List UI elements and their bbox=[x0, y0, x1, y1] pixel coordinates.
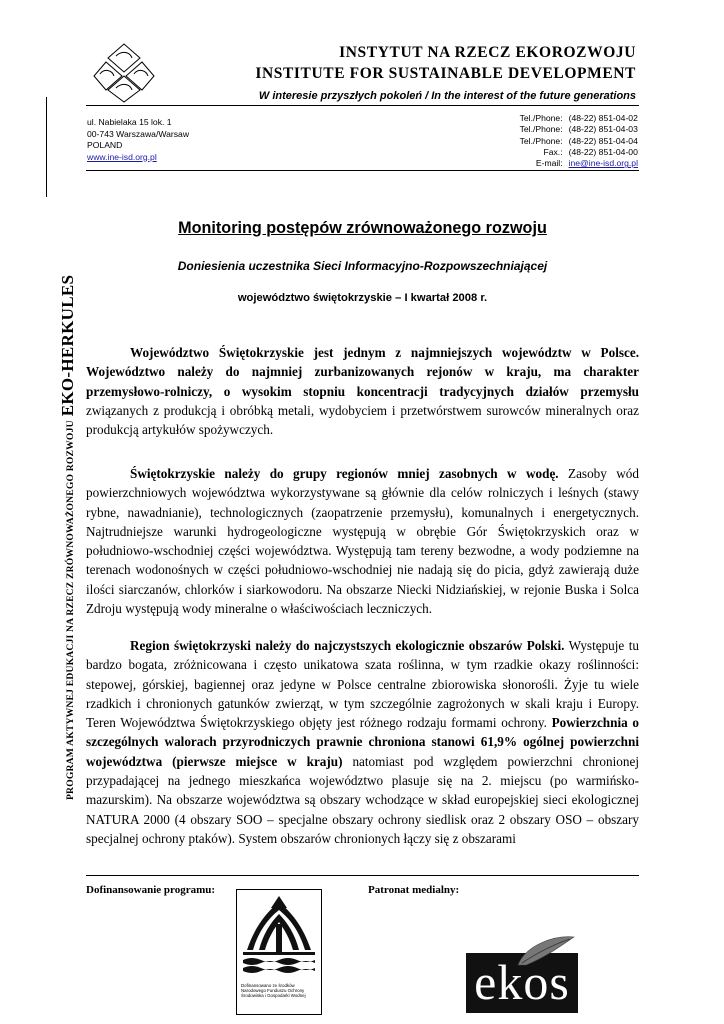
institute-logo bbox=[92, 42, 156, 104]
paragraph-2: Świętokrzyskie należy do grupy regionów mniej zasobnych w wodę. Zasoby wód powierzchniowych województwa wykorzystywane są głównie dla celów rolniczych i leśnych (stawy rybne, nawadnianie), technologicznych (zaopatrzenie przemysłu), komunalnych i energetycznych. Najtrudniejsze warunki hydrogeologiczne występują w obrębie Gór Świętokrzyskich oraz w południowo-wschodniej części województwa. Występują tam tereny bezwodne, a wody podziemne na terenach wodonośnych w części południowo-wschodniej nie nadają się do picia, gdyż zawierają duże ilości siarczanów, chlorków i siarkowodoru. Na obszarze Niecki Nidziańskiej, w rejonie Buska i Solca Zdroju występują wody mineralne o właściwościach leczniczych. bbox=[86, 466, 639, 617]
address-line: ul. Nabielaka 15 lok. 1 bbox=[87, 117, 172, 127]
address-line: 00-743 Warszawa/Warsaw bbox=[87, 128, 190, 139]
fund-logo-icon bbox=[237, 890, 321, 982]
contact-row: Tel./Phone: (48-22) 851-04-04 bbox=[519, 135, 638, 146]
email-link[interactable]: ine@ine-isd.org.pl bbox=[568, 158, 638, 169]
ekos-logo-text: ekos bbox=[474, 954, 570, 1010]
side-divider bbox=[46, 97, 47, 197]
contact-row: Tel./Phone: (48-22) 851-04-02 bbox=[519, 113, 638, 123]
contact-row: Fax.: (48-22) 851-04-00 bbox=[543, 146, 638, 157]
document-period: województwo świętokrzyskie – I kwartał 2008 r. bbox=[237, 292, 488, 304]
program-brand: EKO-HERKULES bbox=[58, 274, 77, 417]
contact-row: Tel./Phone: (48-22) 851-04-03 bbox=[519, 124, 638, 135]
website-link[interactable]: www.ine-isd.org.pl bbox=[87, 151, 157, 162]
paragraph-3: Region świętokrzyski należy do najczystszych ekologicznie obszarów Polski. Występuje tu bardzo bogata, zróżnicowana i często unikatowa szata roślinna, w tym rzadkie okazy roślinności: stepowej, górskiej, bagiennej oraz jedyne w Polsce centralne zbiorowiska słonorośli. Żyje tu wiele rzadkich i chronionych gatunków zwierząt, w tym szczególnie zagrożonych w skali kraju i Europy. Teren Województwa Świętokrzyskiego objęty jest różnego rodzaju formami ochrony. Powierzchnia o szczególnych walorach przyrodniczych prawnie chroniona stanowi 61,9% ogólnej powierzchni województwa (pierwsze miejsce w kraju) natomiast pod względem powierzchni chronionej przypadającej na jednego mieszkańca województwo plasuje się na 2. miejscu (po warmińsko-mazurskim). Na obszarze województwa są obszary wchodzące w skład europejskiej sieci ekologicznej NATURA 2000 (4 obszary SOO – specjalne obszary ochrony siedlisk oraz 2 obszary OSO – obszary specjalnej ochrony ptaków). System obszarów chronionych łączy się z obszarami bbox=[86, 638, 639, 846]
fund-logo-caption: Dofinansowano ze środków Narodowego Funduszu Ochrony Środowiska i Gospodarki Wodnej bbox=[241, 983, 306, 999]
footer-divider bbox=[86, 875, 639, 876]
header-divider bbox=[86, 105, 639, 106]
contact-details bbox=[520, 113, 638, 169]
institute-address bbox=[87, 117, 189, 163]
paragraph-1: Województwo Świętokrzyskie jest jednym z najmniejszych województw w Polsce. Województwo należy do najmniej zurbanizowanych rejonów w kraju, ma charakter przemysłowo-rolniczy, o wysokim stopniu koncentracji tradycyjnych działów przemysłu związanych z produkcją i obróbką metali, wydobyciem i przetwórstwem surowców mineralnych oraz produkcją artykułów spożywczych. bbox=[86, 345, 639, 438]
program-name: PROGRAM AKTYWNEJ EDUKACJI NA RZECZ ZRÓWNOWAŻONEGO ROZWOJU bbox=[65, 420, 76, 800]
document-subtitle: Doniesienia uczestnika Sieci Informacyjno-Rozpowszechniającej bbox=[177, 259, 548, 273]
address-line: POLAND bbox=[87, 140, 123, 150]
institute-name-en: INSTITUTE FOR SUSTAINABLE DEVELOPMENT bbox=[255, 65, 636, 82]
contact-row: E-mail: ine@ine-isd.org.pl bbox=[535, 158, 638, 169]
institute-tagline: W interesie przyszłych pokoleń / In the interest of the future generations bbox=[258, 90, 636, 102]
header-bottom-divider bbox=[86, 170, 639, 171]
document-title: Monitoring postępów zrównoważonego rozwoju bbox=[178, 219, 547, 237]
patronage-label: Patronat medialny: bbox=[368, 884, 460, 896]
program-side-banner bbox=[58, 120, 84, 800]
funding-label: Dofinansowanie programu: bbox=[86, 884, 216, 896]
institute-name-pl: INSTYTUT NA RZECZ EKOROZWOJU bbox=[339, 44, 636, 61]
